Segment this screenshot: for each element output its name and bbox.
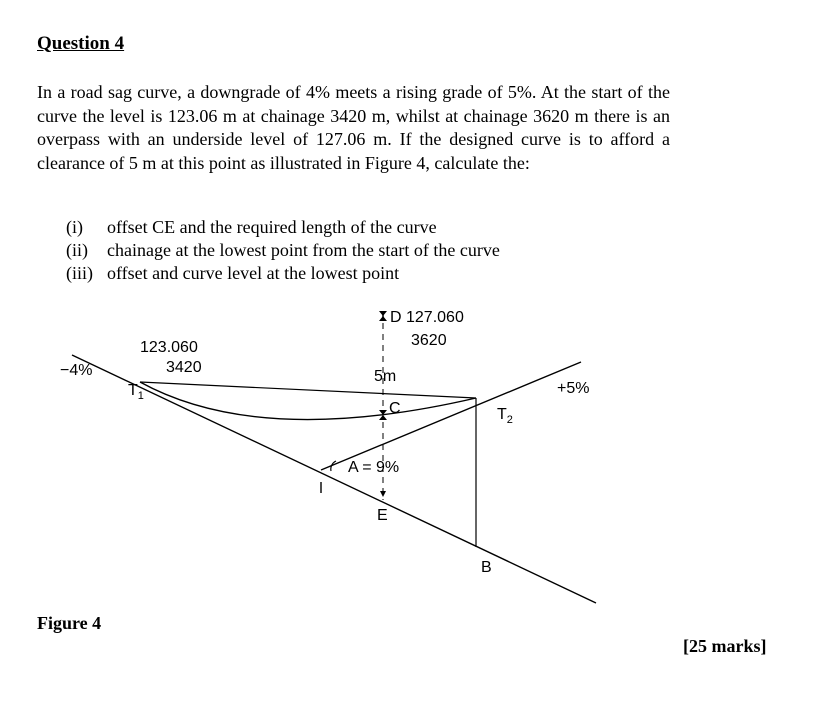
question-paragraph: In a road sag curve, a downgrade of 4% meets a rising grade of 5%. At the start of the curve the level is 123.06 m at chainage 3420 m, whilst at chainage 3620 m there is an overpass with an underside level of 127.06 m. If the designed curve is to afford a clearance of 5 m at this point as illustrated in Figure 4, calculate the:	[37, 82, 670, 173]
upgrade-line	[321, 362, 581, 470]
part-number: (i)	[66, 217, 83, 237]
grade-left-label: −4%	[60, 362, 93, 379]
level-marker-e-icon	[380, 491, 386, 497]
d-chainage-label: 3620	[411, 332, 447, 349]
part-text: offset and curve level at the lowest point	[107, 263, 400, 283]
part-number: (iii)	[66, 263, 93, 283]
question-heading: Question 4	[37, 33, 125, 54]
grade-right-label: +5%	[557, 380, 590, 397]
c-label: C	[389, 400, 401, 417]
angle-arc-icon	[331, 461, 336, 471]
e-label: E	[377, 507, 388, 524]
t1-label	[128, 382, 144, 402]
figure-caption: Figure 4	[37, 613, 102, 633]
start-level-label: 123.060	[140, 339, 198, 356]
t1-letter: T	[128, 382, 138, 399]
chord-line	[140, 382, 476, 398]
t2-subscript: 2	[506, 414, 513, 426]
angle-label: A = 9%	[348, 459, 400, 476]
part-number: (ii)	[66, 240, 88, 260]
marks-label: [25 marks]	[683, 636, 767, 656]
t2-letter: T	[497, 406, 507, 423]
d-level-label: D 127.060	[390, 309, 464, 326]
t2-label	[497, 406, 513, 426]
level-marker-d-icon	[379, 311, 387, 321]
part-text: chainage at the lowest point from the start of the curve	[107, 240, 500, 260]
b-label: B	[481, 559, 492, 576]
downgrade-line	[72, 355, 596, 603]
sag-curve	[137, 382, 476, 420]
t1-subscript: 1	[137, 390, 144, 402]
start-chainage-label: 3420	[166, 359, 202, 376]
clearance-label: 5m	[374, 368, 397, 385]
part-text: offset CE and the required length of the curve	[107, 217, 437, 237]
